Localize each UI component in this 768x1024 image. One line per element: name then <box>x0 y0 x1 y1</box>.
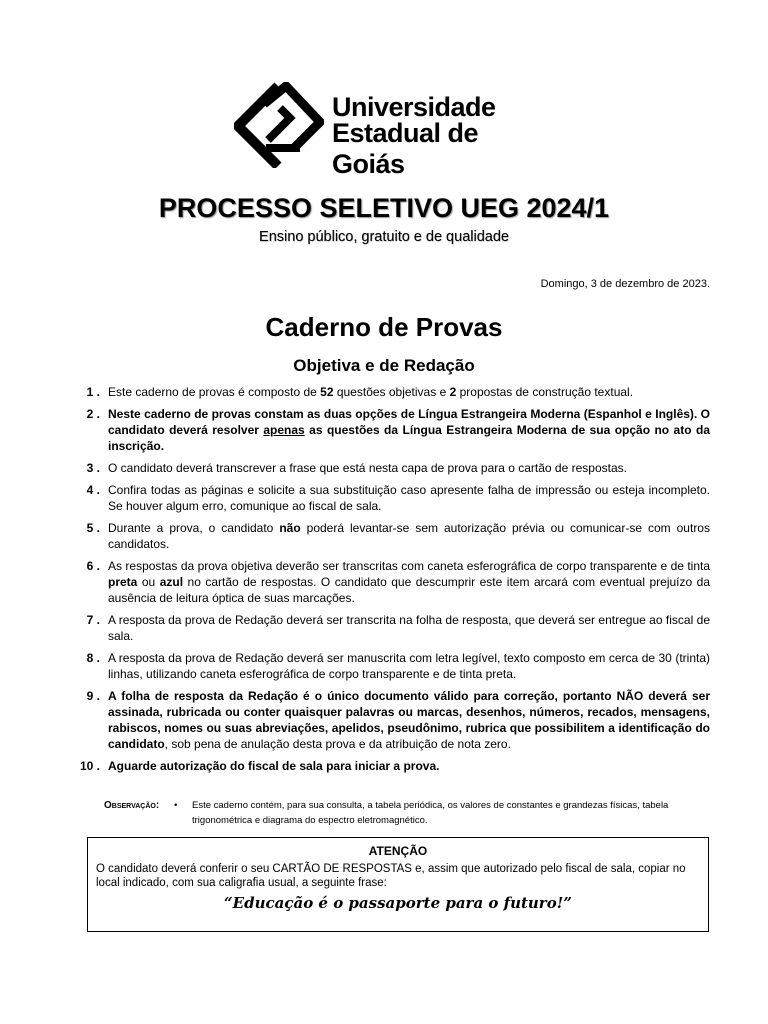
instruction-text: A folha de resposta da Redação é o único documento válido para correção, portanto NÃO deverá ser assinada, rubricada ou conter quaisquer palavras ou marcas, desenhos, números, recados, mensagens, rabiscos, nomes ou suas abreviações, apelidos, pseudônimo, rubrica que possibilitem a identificação do candidato, sob pena de anulação desta prova e da atribuição de nota zero. <box>108 689 710 751</box>
attention-heading: ATENÇÃO <box>368 844 428 858</box>
instruction-number: 1 . <box>86 385 100 399</box>
instruction-item <box>72 650 710 682</box>
logo-text-line1: Universidade <box>332 92 496 122</box>
instruction-text: Durante a prova, o candidato não poderá levantar-se sem autorização prévia ou comunicar-se com outros candidatos. <box>108 521 710 551</box>
instruction-item <box>72 612 710 644</box>
instruction-number: 8 . <box>86 651 100 665</box>
bullet-icon: • <box>174 800 178 811</box>
instruction-number: 10 . <box>79 759 100 773</box>
instruction-text: Aguarde autorização do fiscal de sala para iniciar a prova. <box>108 759 440 773</box>
instruction-text: As respostas da prova objetiva deverão ser transcritas com caneta esferográfica de corpo transparente e de tinta preta ou azul no cartão de respostas. O candidato que descumprir este item arcará com eventual prejuízo da ausência de leitura óptica de suas marcações. <box>108 559 711 605</box>
instruction-number: 5 . <box>86 521 100 535</box>
instructions-list <box>72 384 710 780</box>
instruction-text: A resposta da prova de Redação deverá ser transcrita na folha de resposta, que deverá ser entregue ao fiscal de sala. <box>108 613 710 643</box>
university-logo <box>234 82 534 179</box>
ueg-logo-icon <box>234 82 324 168</box>
instruction-number: 3 . <box>86 461 100 475</box>
observation-label: Observação: <box>104 800 160 811</box>
exam-date: Domingo, 3 de dezembro de 2023. <box>540 278 710 290</box>
instruction-item <box>72 688 710 752</box>
instruction-item <box>72 460 710 476</box>
exam-title: PROCESSO SELETIVO UEG 2024/1 <box>158 193 610 223</box>
instruction-text: Confira todas as páginas e solicite a sua substituição caso apresente falha de impressão ou esteja incompleto. Se houver algum erro, comunique ao fiscal de sala. <box>108 483 710 513</box>
page-heading: Caderno de Provas <box>265 312 503 342</box>
instruction-item <box>72 520 710 552</box>
instruction-item <box>72 406 710 454</box>
instruction-number: 9 . <box>86 689 100 703</box>
instruction-number: 6 . <box>86 559 100 573</box>
instruction-text: Neste caderno de provas constam as duas opções de Língua Estrangeira Moderna (Espanhol e Inglês). O candidato deverá resolver apenas as questões da Língua Estrangeira Moderna de sua opção no ato da inscrição. <box>108 407 710 453</box>
exam-subtitle: Ensino público, gratuito e de qualidade <box>259 229 509 245</box>
instruction-item <box>72 758 710 774</box>
instruction-item <box>72 558 710 606</box>
logo-text-line2: Estadual de Goiás <box>332 118 479 179</box>
observation-text: Este caderno contém, para sua consulta, a tabela periódica, os valores de constantes e grandezas físicas, tabela trigonométrica e diagrama do espectro eletromagnético. <box>192 800 669 826</box>
instruction-number: 7 . <box>86 613 100 627</box>
instruction-item <box>72 384 710 400</box>
instruction-text: O candidato deverá transcrever a frase que está nesta capa de prova para o cartão de respostas. <box>108 461 627 475</box>
instruction-text: Este caderno de provas é composto de 52 questões objetivas e 2 propostas de construção textual. <box>108 385 634 399</box>
instruction-text: A resposta da prova de Redação deverá ser manuscrita com letra legível, texto composto em cerca de 30 (trinta) linhas, utilizando caneta esferográfica de corpo transparente e de tinta preta. <box>108 651 710 681</box>
instruction-number: 2 . <box>86 407 100 421</box>
page-subheading: Objetiva e de Redação <box>293 356 475 375</box>
observation-note <box>104 798 714 828</box>
attention-box <box>87 837 709 932</box>
attention-text: O candidato deverá conferir o seu CARTÃO DE RESPOSTAS e, assim que autorizado pelo fiscal de sala, copiar no local indicado, com sua caligrafia usual, a seguinte frase: <box>96 863 686 889</box>
attention-quote: “Educação é o passaporte para o futuro!” <box>224 894 572 912</box>
instruction-number: 4 . <box>86 483 100 497</box>
instruction-item <box>72 482 710 514</box>
